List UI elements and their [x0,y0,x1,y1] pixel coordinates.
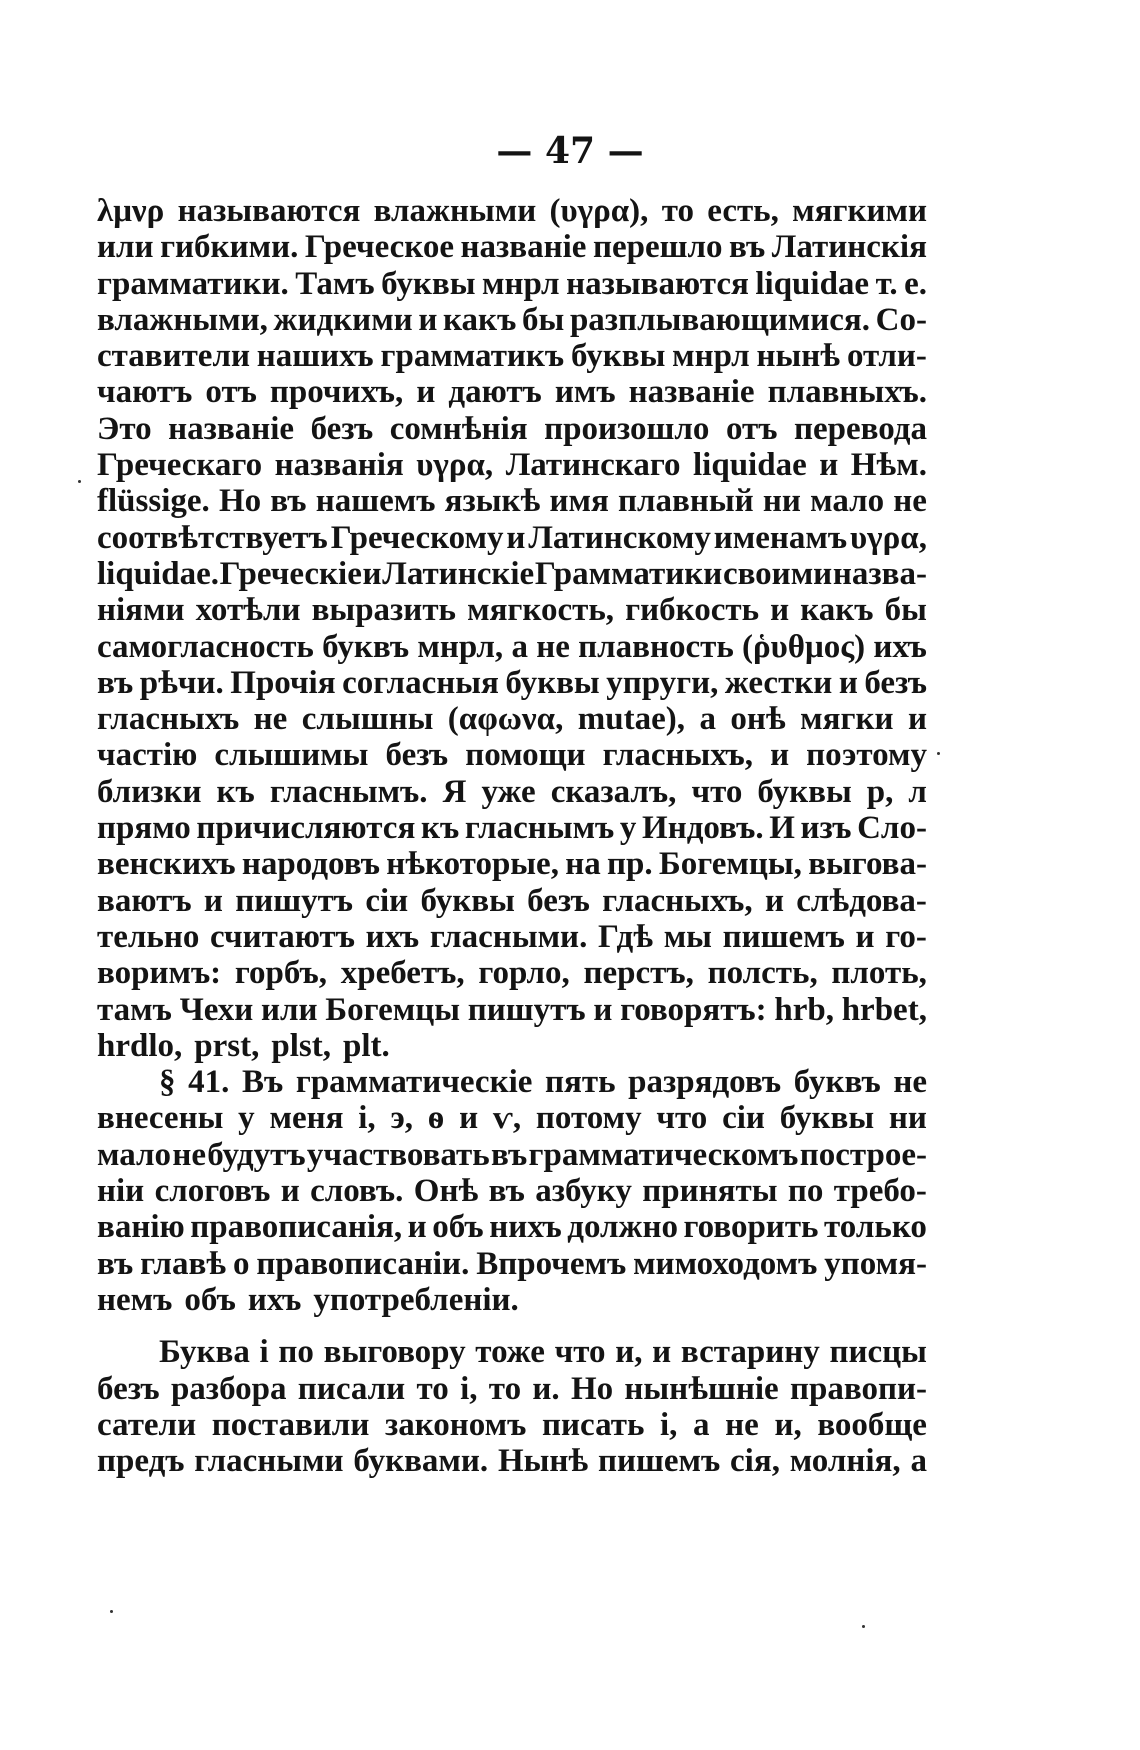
text-line: воримъ: горбъ, хребетъ, горло, перстъ, полсть, плоть, [97,955,927,992]
paper-speck [937,752,940,755]
paragraph-start-line: Буква і по выговору тоже что и, и встарину писцы [159,1334,927,1371]
text-line: частію слышимы безъ помощи гласныхъ, и поэтому [97,737,927,774]
text-line: внесены у меня і, э, ѳ и ѵ, потому что сіи буквы ни [97,1100,927,1137]
section-heading-line: § 41. Въ грамматическіе пять разрядовъ буквъ не [159,1064,927,1101]
text-line: въ рѣчи. Прочія согласныя буквы упруги, жестки и безъ [97,664,927,701]
text-line: или гибкими. Греческое названіе перешло въ Латинскія [97,229,927,266]
text-line: liquidae. Греческіе и Латинскіе Грамматики своими назва- [97,555,927,592]
body-text [97,193,927,1479]
text-line: венскихъ народовъ нѣкоторые, на пр. Богемцы, выгова- [97,846,927,883]
text-line: flüssige. Но въ нашемъ языкѣ имя плавный ни мало не [97,483,927,520]
text-line: чаютъ отъ прочихъ, и даютъ имъ названіе плавныхъ. [97,374,927,411]
paper-speck [78,480,81,483]
text-line: λμνρ называются влажными (υγρα), то есть, мягкими [97,193,927,229]
text-line: тельно считаютъ ихъ гласными. Гдѣ мы пишемъ и го- [97,918,927,955]
text-line: Это названіе безъ сомнѣнія произошло отъ перевода [97,410,927,447]
page-number: — 47 — [496,130,644,172]
text-line: влажными, жидкими и какъ бы разплывающимися. Со- [97,301,927,338]
text-line: ставители нашихъ грамматикъ буквы мнрл нынѣ отли- [97,338,927,375]
text-line: hrdlo, prst, plst, plt. [97,1027,390,1064]
text-line: соотвѣтствуетъ Греческому и Латинскому именамъ υγρα, [97,519,927,556]
paper-speck [110,1610,113,1613]
text-line: ванію правописанія, и объ нихъ должно говорить только [97,1209,927,1246]
text-line: предъ гласными буквами. Нынѣ пишемъ сія, молнія, а [97,1443,927,1480]
paper-speck [862,1625,865,1628]
text-line: прямо причисляются къ гласнымъ у Индовъ. И изъ Сло- [97,810,927,847]
text-line: Греческаго названія υγρα, Латинскаго liquidae и Нѣм. [97,447,927,484]
text-line: сатели поставили закономъ писать і, а не и, вообще [97,1406,927,1443]
text-line: въ главѣ о правописаніи. Впрочемъ мимоходомъ упомя- [97,1245,927,1282]
text-line: близки къ гласнымъ. Я уже сказалъ, что буквы р, л [97,773,927,810]
text-line: ваютъ и пишутъ сіи буквы безъ гласныхъ, и слѣдова- [97,882,927,919]
text-line: грамматики. Тамъ буквы мнрл называются liquidae т. е. [97,265,927,302]
text-line: тамъ Чехи или Богемцы пишутъ и говорятъ: hrb, hrbet, [97,991,927,1028]
text-line: ніи слоговъ и словъ. Онѣ въ азбуку приняты по требо- [97,1173,927,1210]
text-line: безъ разбора писали то і, то и. Но нынѣшніе правопи- [97,1370,927,1407]
text-line: самогласность буквъ мнрл, а не плавность (ῥυθμος) ихъ [97,628,927,665]
text-line: гласныхъ не слышны (αφωνα, mutae), а онѣ мягки и [97,701,927,738]
text-line: мало не будутъ участвовать въ грамматическомъ построе- [97,1136,927,1173]
text-line: немъ объ ихъ употребленіи. [97,1281,519,1318]
text-line: ніями хотѣли выразить мягкость, гибкость и какъ бы [97,592,927,629]
